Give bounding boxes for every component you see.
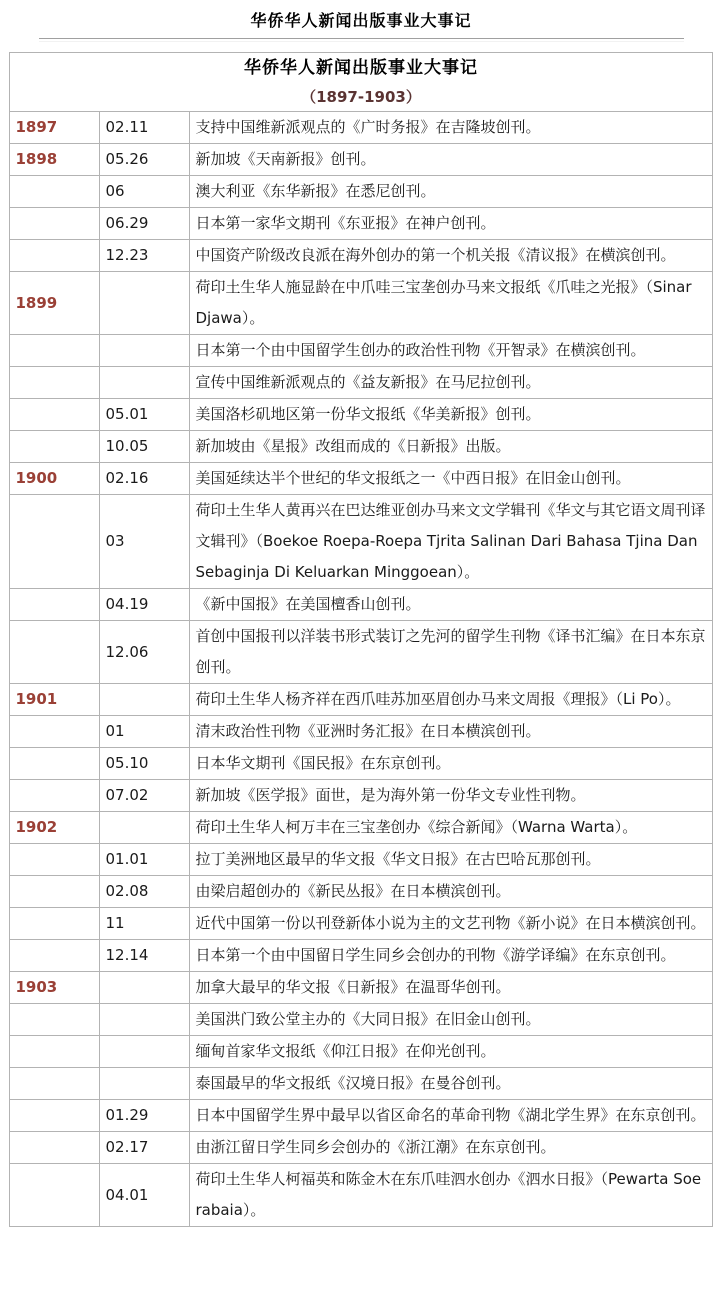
date-cell: 02.11 [100, 112, 190, 144]
event-cell: 美国洛杉矶地区第一份华文报纸《华美新报》创刊。 [190, 399, 712, 431]
date-cell [100, 812, 190, 844]
year-cell [10, 621, 100, 684]
year-cell: 1901 [10, 684, 100, 716]
event-cell: 清末政治性刊物《亚洲时务汇报》在日本横滨创刊。 [190, 716, 712, 748]
event-cell: 首创中国报刊以洋装书形式装订之先河的留学生刊物《译书汇编》在日本东京创刊。 [190, 621, 712, 684]
year-cell [10, 399, 100, 431]
table-row [10, 621, 712, 684]
table-row [10, 1036, 712, 1068]
year-cell: 1903 [10, 972, 100, 1004]
year-cell [10, 1164, 100, 1227]
table-row [10, 144, 712, 176]
event-cell: 日本第一个由中国留日学生同乡会创办的刊物《游学译编》在东京创刊。 [190, 940, 712, 972]
event-cell: 缅甸首家华文报纸《仰江日报》在仰光创刊。 [190, 1036, 712, 1068]
year-cell [10, 748, 100, 780]
table-body [10, 112, 712, 1227]
year-cell [10, 844, 100, 876]
event-cell: 荷印土生华人柯福英和陈金木在东爪哇泗水创办《泗水日报》（Pewarta Soerabaia）。 [190, 1164, 712, 1227]
table-row [10, 399, 712, 431]
page-title: 华侨华人新闻出版事业大事记 [250, 11, 472, 30]
table-row [10, 240, 712, 272]
event-cell: 支持中国维新派观点的《广时务报》在吉隆坡创刊。 [190, 112, 712, 144]
table-row [10, 431, 712, 463]
table-subtitle: （1897-1903） [301, 88, 421, 106]
event-cell: 《新中国报》在美国檀香山创刊。 [190, 589, 712, 621]
event-cell: 泰国最早的华文报纸《汉境日报》在曼谷创刊。 [190, 1068, 712, 1100]
table-row [10, 812, 712, 844]
year-cell [10, 1036, 100, 1068]
event-cell: 荷印土生华人杨齐祥在西爪哇苏加巫眉创办马来文周报《理报》（Li Po）。 [190, 684, 712, 716]
year-cell: 1900 [10, 463, 100, 495]
date-cell: 01.29 [100, 1100, 190, 1132]
table-row [10, 463, 712, 495]
table-header-cell [10, 53, 712, 112]
date-cell: 11 [100, 908, 190, 940]
date-cell: 04.19 [100, 589, 190, 621]
date-cell [100, 684, 190, 716]
date-cell: 06.29 [100, 208, 190, 240]
table-row [10, 844, 712, 876]
event-cell: 荷印土生华人柯万丰在三宝垄创办《综合新闻》（Warna Warta）。 [190, 812, 712, 844]
table-row [10, 1132, 712, 1164]
date-cell [100, 1036, 190, 1068]
table-row [10, 589, 712, 621]
table-row [10, 876, 712, 908]
event-cell: 拉丁美洲地区最早的华文报《华文日报》在古巴哈瓦那创刊。 [190, 844, 712, 876]
event-cell: 美国洪门致公堂主办的《大同日报》在旧金山创刊。 [190, 1004, 712, 1036]
date-cell: 12.14 [100, 940, 190, 972]
event-cell: 日本中国留学生界中最早以省区命名的革命刊物《湖北学生界》在东京创刊。 [190, 1100, 712, 1132]
page [0, 8, 722, 1227]
year-cell [10, 176, 100, 208]
year-cell [10, 367, 100, 399]
date-cell [100, 972, 190, 1004]
year-cell [10, 1068, 100, 1100]
table-row [10, 748, 712, 780]
event-cell: 由梁启超创办的《新民丛报》在日本横滨创刊。 [190, 876, 712, 908]
date-cell [100, 272, 190, 335]
table-row [10, 684, 712, 716]
event-cell: 中国资产阶级改良派在海外创办的第一个机关报《清议报》在横滨创刊。 [190, 240, 712, 272]
year-cell [10, 208, 100, 240]
year-cell [10, 876, 100, 908]
event-cell: 近代中国第一份以刊登新体小说为主的文艺刊物《新小说》在日本横滨创刊。 [190, 908, 712, 940]
year-cell [10, 240, 100, 272]
date-cell: 12.23 [100, 240, 190, 272]
event-cell: 加拿大最早的华文报《日新报》在温哥华创刊。 [190, 972, 712, 1004]
event-cell: 荷印土生华人施显龄在中爪哇三宝垄创办马来文报纸《爪哇之光报》（Sinar Djawa）。 [190, 272, 712, 335]
table-row [10, 335, 712, 367]
event-cell: 由浙江留日学生同乡会创办的《浙江潮》在东京创刊。 [190, 1132, 712, 1164]
chronicle-table [9, 52, 712, 1227]
table-row [10, 1100, 712, 1132]
event-cell: 新加坡《天南新报》创刊。 [190, 144, 712, 176]
date-cell: 05.26 [100, 144, 190, 176]
year-cell [10, 940, 100, 972]
event-cell: 澳大利亚《东华新报》在悉尼创刊。 [190, 176, 712, 208]
table-row [10, 908, 712, 940]
table-title: 华侨华人新闻出版事业大事记 [244, 58, 478, 78]
event-cell: 日本第一家华文期刊《东亚报》在神户创刊。 [190, 208, 712, 240]
table-row [10, 495, 712, 589]
year-cell [10, 1004, 100, 1036]
date-cell: 03 [100, 495, 190, 589]
event-cell: 宣传中国维新派观点的《益友新报》在马尼拉创刊。 [190, 367, 712, 399]
date-cell: 04.01 [100, 1164, 190, 1227]
table-row [10, 940, 712, 972]
event-cell: 日本华文期刊《国民报》在东京创刊。 [190, 748, 712, 780]
table-row [10, 1004, 712, 1036]
year-cell [10, 716, 100, 748]
table-row [10, 780, 712, 812]
event-cell: 新加坡由《星报》改组而成的《日新报》出版。 [190, 431, 712, 463]
year-cell [10, 780, 100, 812]
table-row [10, 272, 712, 335]
table-row [10, 972, 712, 1004]
event-cell: 美国延续达半个世纪的华文报纸之一《中西日报》在旧金山创刊。 [190, 463, 712, 495]
year-cell: 1897 [10, 112, 100, 144]
date-cell [100, 1068, 190, 1100]
year-cell [10, 589, 100, 621]
table-row [10, 716, 712, 748]
date-cell: 02.08 [100, 876, 190, 908]
table-row [10, 1164, 712, 1227]
year-cell [10, 908, 100, 940]
year-cell: 1899 [10, 272, 100, 335]
table-row [10, 367, 712, 399]
date-cell: 05.01 [100, 399, 190, 431]
date-cell: 05.10 [100, 748, 190, 780]
date-cell: 12.06 [100, 621, 190, 684]
year-cell [10, 1100, 100, 1132]
date-cell: 10.05 [100, 431, 190, 463]
date-cell: 06 [100, 176, 190, 208]
year-cell [10, 431, 100, 463]
year-cell [10, 335, 100, 367]
date-cell: 02.16 [100, 463, 190, 495]
table-row [10, 176, 712, 208]
date-cell [100, 367, 190, 399]
title-divider [39, 38, 684, 42]
table-row [10, 1068, 712, 1100]
event-cell: 荷印土生华人黄再兴在巴达维亚创办马来文文学辑刊《华文与其它语文周刊译文辑刊》（Boekoe Roepa-Roepa Tjrita Salinan Dari Bahasa Tjina Dan Sebaginja Di Keluarkan Minggoean）。 [190, 495, 712, 589]
date-cell: 01.01 [100, 844, 190, 876]
year-cell [10, 1132, 100, 1164]
year-cell: 1902 [10, 812, 100, 844]
date-cell: 01 [100, 716, 190, 748]
date-cell: 07.02 [100, 780, 190, 812]
date-cell: 02.17 [100, 1132, 190, 1164]
year-cell: 1898 [10, 144, 100, 176]
event-cell: 日本第一个由中国留学生创办的政治性刊物《开智录》在横滨创刊。 [190, 335, 712, 367]
event-cell: 新加坡《医学报》面世，是为海外第一份华文专业性刊物。 [190, 780, 712, 812]
date-cell [100, 335, 190, 367]
year-cell [10, 495, 100, 589]
date-cell [100, 1004, 190, 1036]
table-header [10, 53, 712, 112]
table-row [10, 208, 712, 240]
table-header-row [10, 53, 712, 112]
table-row [10, 112, 712, 144]
